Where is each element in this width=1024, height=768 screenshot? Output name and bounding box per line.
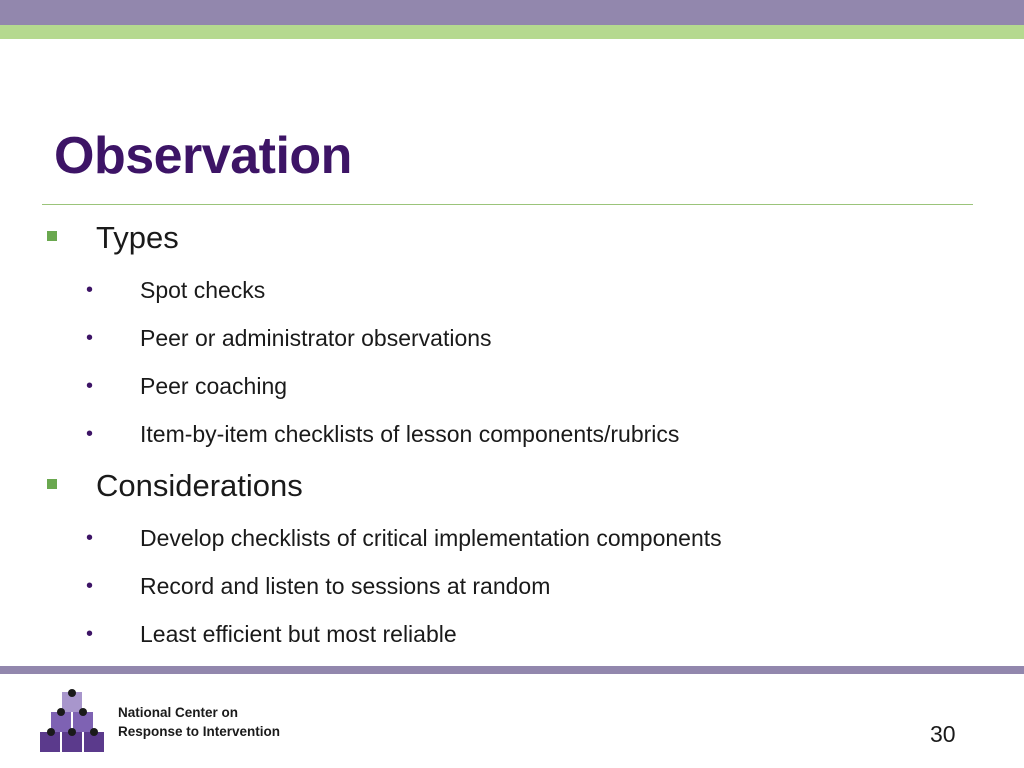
list-item — [0, 570, 1024, 602]
dot-bullet-icon: • — [86, 327, 94, 349]
list-item-label: Peer or administrator observations — [140, 325, 492, 351]
list-item-label: Develop checklists of critical implementation components — [140, 525, 722, 551]
list-item-label: Least efficient but most reliable — [140, 621, 457, 647]
organization-name — [118, 703, 280, 741]
organization-name-line1: National Center on — [118, 705, 239, 720]
list-item — [0, 274, 1024, 306]
list-item-label: Spot checks — [140, 277, 266, 303]
square-bullet-icon — [47, 231, 57, 241]
dot-bullet-icon: • — [86, 375, 94, 397]
list-item — [0, 370, 1024, 402]
section-heading-considerations — [0, 466, 1024, 506]
dot-bullet-icon: • — [86, 527, 94, 549]
dot-bullet-icon: • — [86, 423, 94, 445]
list-item — [0, 618, 1024, 650]
dot-bullet-icon: • — [86, 623, 94, 645]
list-item-label: Item-by-item checklists of lesson components/rubrics — [140, 421, 680, 447]
section-heading-types — [0, 218, 1024, 258]
section-heading-label: Considerations — [96, 468, 303, 503]
section-heading-label: Types — [96, 220, 179, 255]
list-item — [0, 418, 1024, 450]
square-bullet-icon — [47, 479, 57, 489]
list-item — [0, 522, 1024, 554]
dot-bullet-icon: • — [86, 279, 94, 301]
list-item-label: Record and listen to sessions at random — [140, 573, 551, 599]
bottom-banner — [0, 666, 1024, 674]
organization-name-line2: Response to Intervention — [118, 724, 281, 739]
list-item — [0, 322, 1024, 354]
page-number: 30 — [930, 721, 956, 747]
dot-bullet-icon: • — [86, 575, 94, 597]
stacked-cubes-logo-icon — [38, 688, 106, 754]
list-item-label: Peer coaching — [140, 373, 288, 399]
slide-title: Observation — [54, 127, 352, 185]
